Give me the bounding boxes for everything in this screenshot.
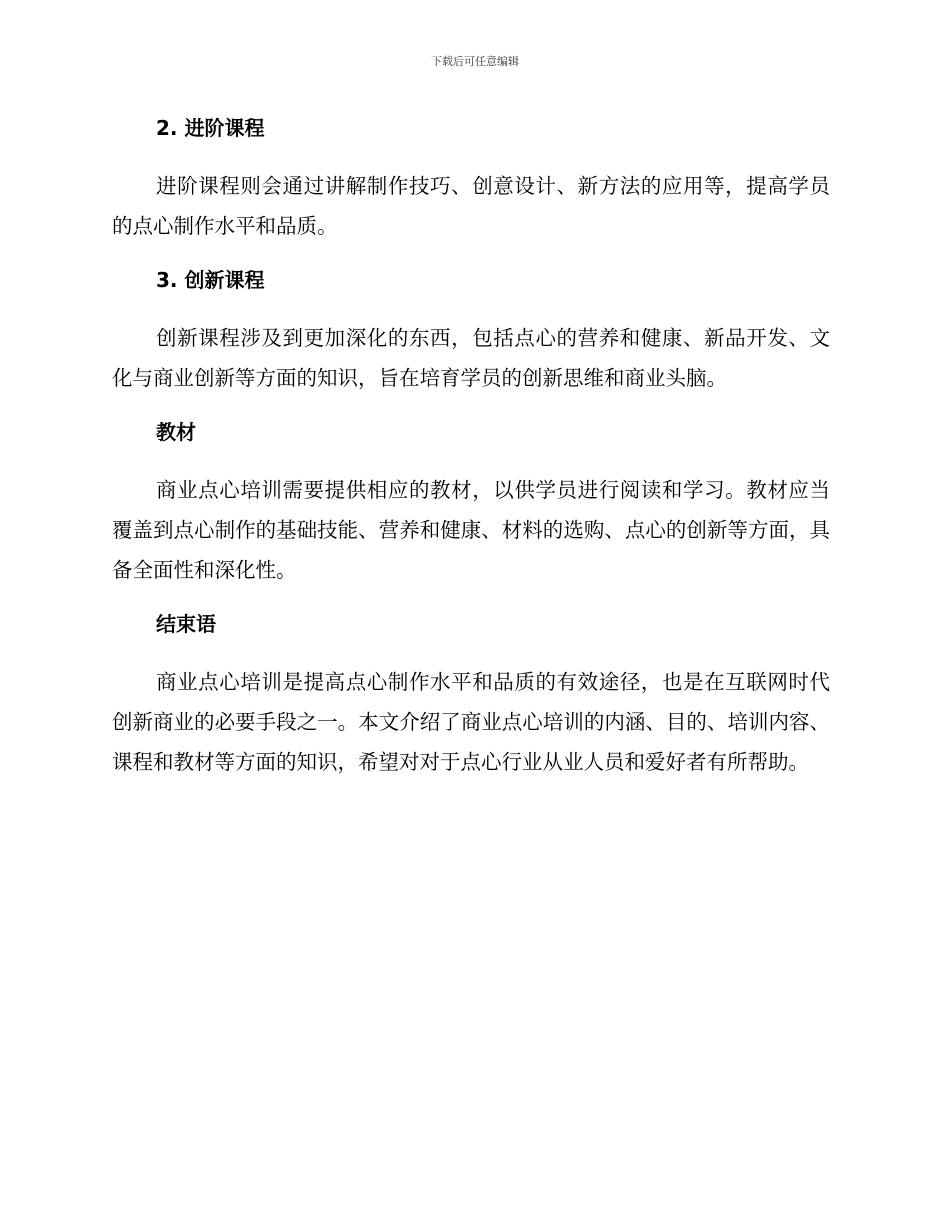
section-heading-conclusion: 结束语 [156, 612, 216, 636]
document-body [112, 112, 830, 782]
section-heading-innovation-course: 3. 创新课程 [156, 268, 265, 292]
section-paragraph-innovation-course: 创新课程涉及到更加深化的东西，包括点心的营养和健康、新品开发、文化与商业创新等方面的知识，旨在培育学员的创新思维和商业头脑。 [112, 326, 830, 390]
section-heading-textbooks: 教材 [156, 420, 196, 444]
page-header: 下载后可任意编辑 [431, 55, 519, 68]
section-heading-advanced-course: 2. 进阶课程 [156, 116, 265, 140]
section-paragraph-conclusion: 商业点心培训是提高点心制作水平和品质的有效途径，也是在互联网时代创新商业的必要手段之一。本文介绍了商业点心培训的内涵、目的、培训内容、课程和教材等方面的知识，希望对对于点心行业从业人员和爱好者有所帮助。 [112, 670, 830, 774]
section-paragraph-advanced-course: 进阶课程则会通过讲解制作技巧、创意设计、新方法的应用等，提高学员的点心制作水平和品质。 [112, 174, 830, 238]
section-paragraph-textbooks: 商业点心培训需要提供相应的教材，以供学员进行阅读和学习。教材应当覆盖到点心制作的基础技能、营养和健康、材料的选购、点心的创新等方面，具备全面性和深化性。 [112, 478, 830, 582]
